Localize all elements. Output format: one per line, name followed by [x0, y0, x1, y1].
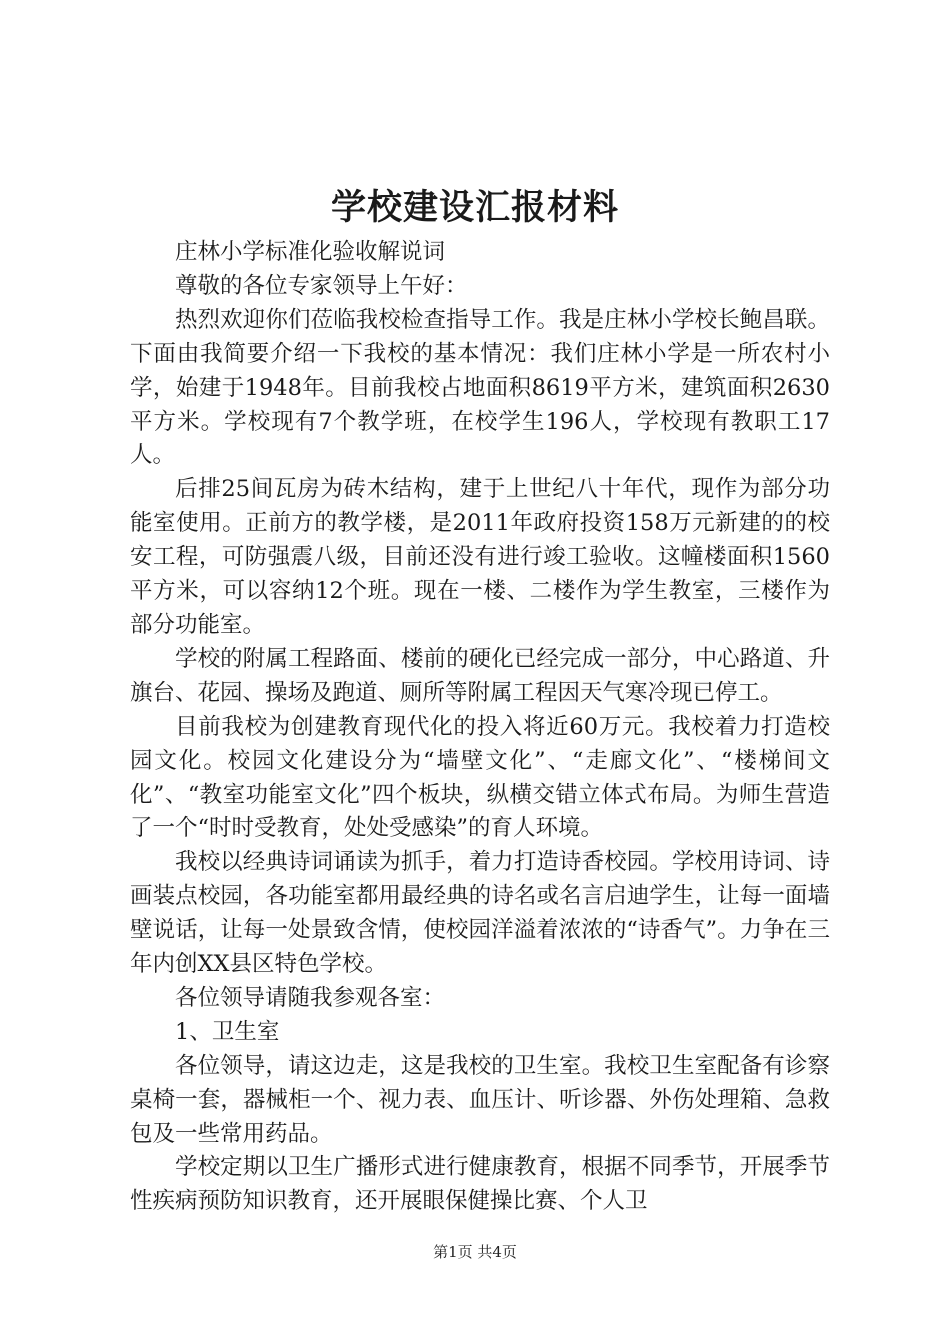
page-number-footer: 第1页 共4页 [433, 1243, 517, 1261]
paragraph-buildings: 后排25间瓦房为砖木结构，建于上世纪八十年代，现作为部分功能室使用。正前方的教学楼，是2011年政府投资158万元新建的的校安工程，可防强震八级，目前还没有进行竣工验收。这幢楼面积1560平方米，可以容纳12个班。现在一楼、二楼作为学生教室，三楼作为部分功能室。 [130, 476, 830, 638]
paragraph-health-education: 学校定期以卫生广播形式进行健康教育，根据不同季节，开展季节性疾病预防知识教育，还开展眼保健操比赛、个人卫 [130, 1154, 830, 1215]
paragraph-campus-culture: 目前我校为创建教育现代化的投入将近60万元。我校着力打造校园文化。校园文化建设分为“墙壁文化”、“走廊文化”、“楼梯间文化”、“教室功能室文化”四个板块，纵横交错立体式布局。为师生营造了一个“时时受教育，处处受感染”的育人环境。 [130, 713, 830, 842]
paragraph-clinic-equipment: 各位领导，请这边走，这是我校的卫生室。我校卫生室配备有诊察桌椅一套，器械柜一个、视力表、血压计、听诊器、外伤处理箱、急救包及一些常用药品。 [130, 1052, 830, 1147]
paragraph-poetry-campus: 我校以经典诗词诵读为抓手，着力打造诗香校园。学校用诗词、诗画装点校园，各功能室都用最经典的诗名或名言启迪学生，让每一面墙壁说话，让每一处景致含情，使校园洋溢着浓浓的“诗香气”。力争在三年内创XX县区特色学校。 [130, 849, 830, 978]
paragraph-subtitle: 庄林小学标准化验收解说词 [175, 239, 446, 265]
paragraph-greeting: 尊敬的各位专家领导上午好： [175, 272, 468, 299]
document-body [130, 236, 830, 1219]
section-heading-clinic: 1、卫生室 [175, 1018, 280, 1045]
paragraph-tour-invitation: 各位领导请随我参观各室： [175, 984, 446, 1011]
document-title: 学校建设汇报材料 [330, 187, 619, 228]
paragraph-auxiliary-works: 学校的附属工程路面、楼前的硬化已经完成一部分，中心路道、升旗台、花园、操场及跑道、厕所等附属工程因天气寒冷现已停工。 [130, 645, 830, 706]
paragraph-introduction: 热烈欢迎你们莅临我校检查指导工作。我是庄林小学校长鲍昌联。下面由我简要介绍一下我校的基本情况：我们庄林小学是一所农村小学，始建于1948年。目前我校占地面积8619平方米，建筑面积2630平方米。学校现有7个教学班，在校学生196人，学校现有教职工17人。 [130, 306, 830, 469]
